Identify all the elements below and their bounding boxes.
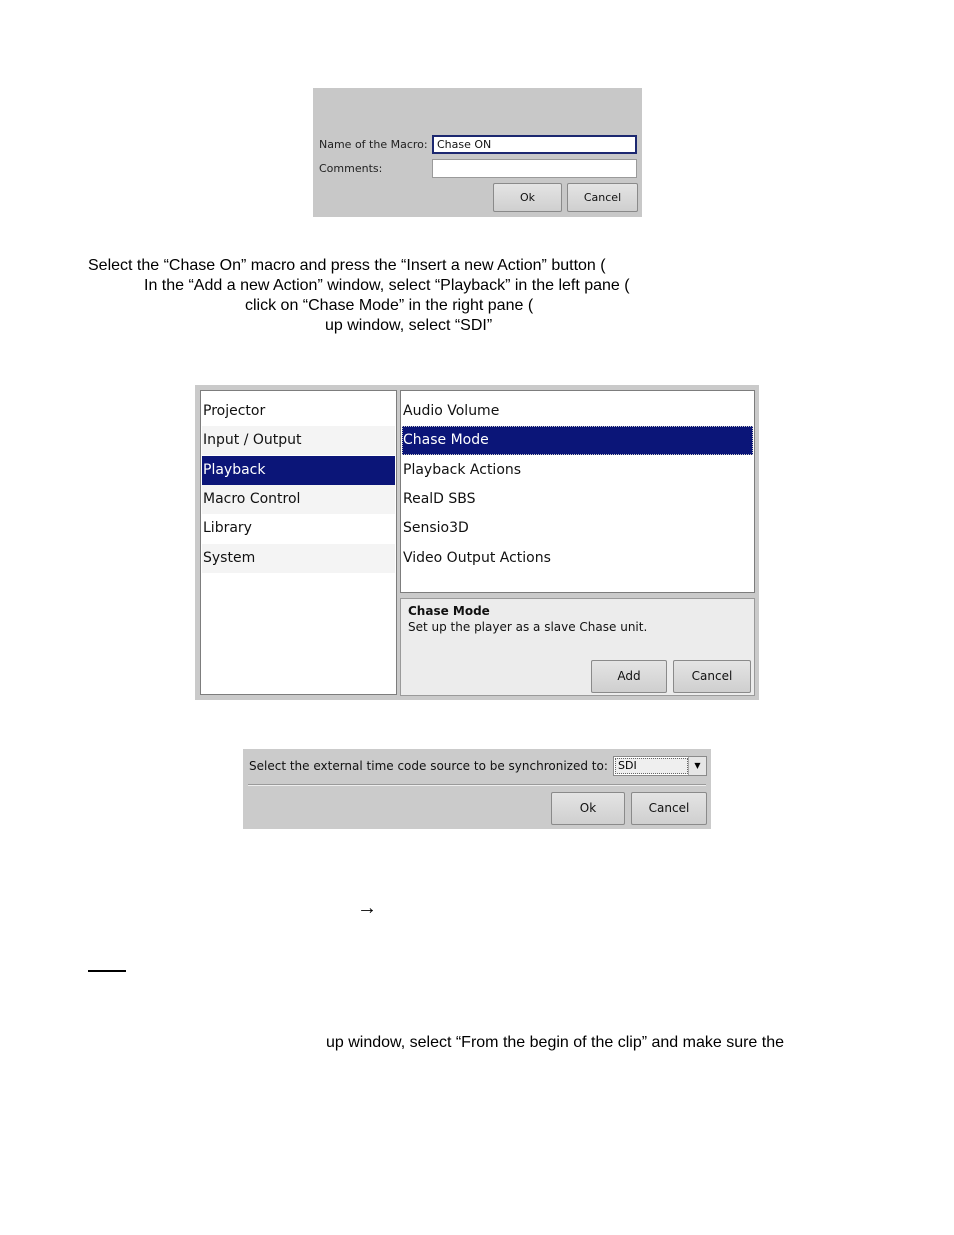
add-action-dialog [195,385,759,700]
instruction-line-2: In the “Add a new Action” window, select “Playback” in the left pane ( [144,277,630,294]
category-item-selected[interactable]: Playback [202,456,395,485]
category-item[interactable]: Library [203,520,252,536]
comments-input[interactable] [432,159,637,178]
macro-name-input[interactable]: Chase ON [432,135,637,154]
category-item[interactable]: Input / Output [202,426,395,455]
action-item[interactable]: Playback Actions [403,462,522,478]
action-description-panel [400,598,755,696]
ok-button[interactable]: Ok [493,183,562,212]
instruction-line-4: up window, select “SDI” [325,317,493,334]
cancel-button[interactable]: Cancel [673,660,751,693]
action-item-selected[interactable]: Chase Mode [402,426,753,455]
dropdown-arrow-icon[interactable]: ▼ [688,757,706,775]
action-item[interactable]: RealD SBS [403,491,476,507]
timecode-source-dialog [243,749,711,829]
category-item[interactable]: Macro Control [202,485,395,514]
comments-label: Comments: [319,162,383,175]
arrow-symbol: → [357,897,377,919]
instruction-line-1: Select the “Chase On” macro and press the “Insert a new Action” button ( [88,257,606,274]
category-item[interactable]: System [202,544,395,573]
timecode-source-select[interactable] [613,756,707,776]
action-item[interactable]: Sensio3D [403,520,469,536]
instruction-line-3: click on “Chase Mode” in the right pane ( [245,297,534,314]
cancel-button[interactable]: Cancel [567,183,638,212]
action-item[interactable]: Audio Volume [403,403,500,419]
category-item[interactable]: Projector [203,403,266,419]
category-list [200,390,397,695]
macro-name-dialog [313,88,642,217]
note-underline [88,970,126,972]
action-item[interactable]: Video Output Actions [403,550,551,566]
macro-name-label: Name of the Macro: [319,138,428,151]
timecode-prompt: Select the external time code source to be synchronized to: [249,759,608,773]
add-button[interactable]: Add [591,660,667,693]
action-list [400,390,755,593]
bottom-instruction: up window, select “From the begin of the clip” and make sure the [326,1034,785,1051]
description-title: Chase Mode [408,604,490,618]
ok-button[interactable]: Ok [551,792,625,825]
timecode-source-value: SDI [615,758,688,774]
description-text: Set up the player as a slave Chase unit. [408,620,648,634]
divider [248,784,706,786]
cancel-button[interactable]: Cancel [631,792,707,825]
